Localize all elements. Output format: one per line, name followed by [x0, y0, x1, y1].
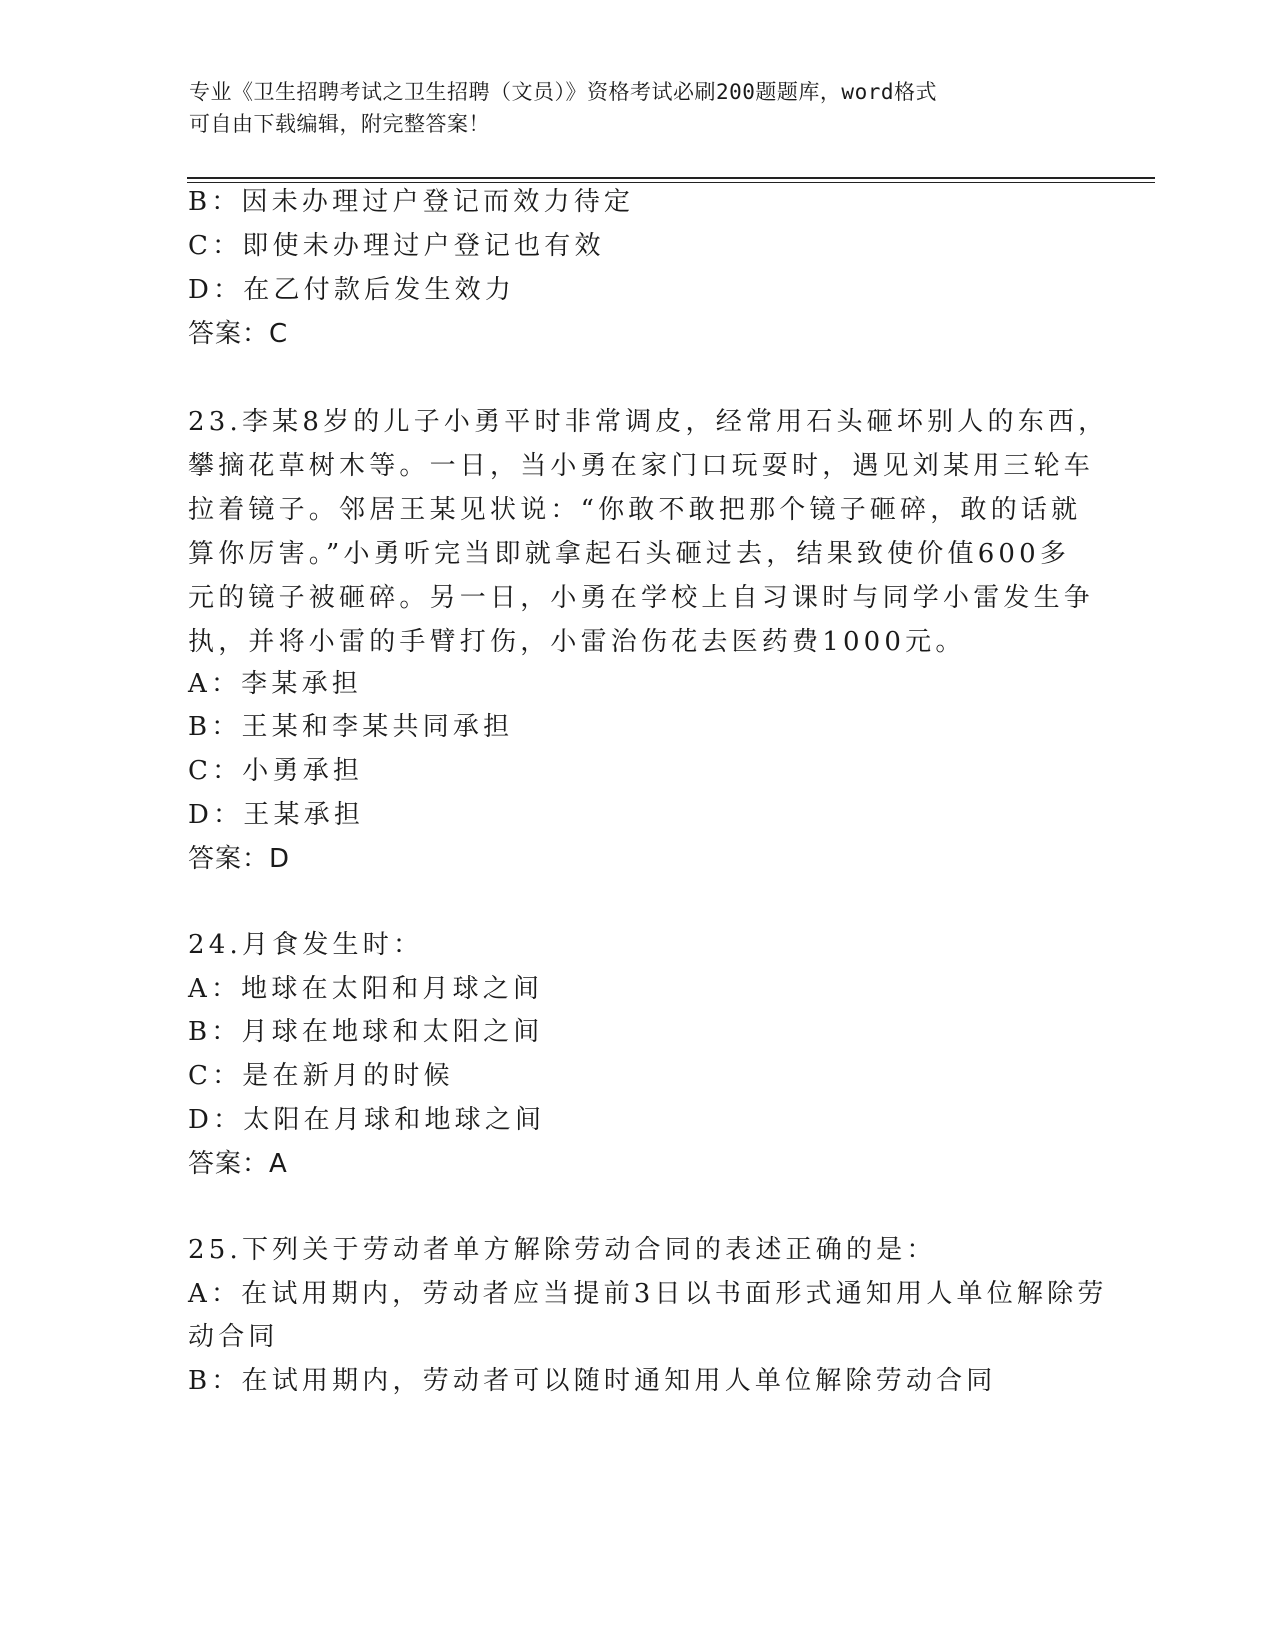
- q23-stem-line-5: 元的镜子被砸碎。另一日，小勇在学校上自习课时与同学小雷发生争: [188, 583, 1095, 613]
- q25-option-a-line-1: A：在试用期内，劳动者应当提前3日以书面形式通知用人单位解除劳: [188, 1279, 1108, 1309]
- q24-stem: 24.月食发生时：: [188, 930, 424, 960]
- q22-answer: 答案：C: [188, 319, 289, 349]
- header-title-line-1: 专业《卫生招聘考试之卫生招聘（文员）》资格考试必刷200题题库，word格式: [189, 80, 937, 104]
- q22-option-c: C：即使未办理过户登记也有效: [188, 231, 605, 261]
- header-divider-thick: [187, 177, 1155, 179]
- q23-option-b: B：王某和李某共同承担: [188, 712, 514, 742]
- q23-stem-line-1: 23.李某8岁的儿子小勇平时非常调皮，经常用石头砸坏别人的东西，: [188, 407, 1109, 437]
- q25-option-a-line-2: 动合同: [188, 1322, 279, 1352]
- q22-option-b: B：因未办理过户登记而效力待定: [188, 187, 635, 217]
- q23-stem-line-6: 执，并将小雷的手臂打伤，小雷治伤花去医药费1000元。: [188, 627, 966, 657]
- q25-option-b: B：在试用期内，劳动者可以随时通知用人单位解除劳动合同: [188, 1366, 997, 1396]
- q23-stem-line-4: 算你厉害。”小勇听完当即就拿起石头砸过去，结果致使价值600多: [188, 539, 1071, 569]
- header-divider-thin: [187, 182, 1155, 183]
- q22-option-d: D：在乙付款后发生效力: [188, 275, 516, 305]
- q23-option-d: D：王某承担: [188, 800, 365, 830]
- q24-option-b: B：月球在地球和太阳之间: [188, 1017, 544, 1047]
- q23-option-c: C：小勇承担: [188, 756, 364, 786]
- q24-answer: 答案：A: [188, 1149, 288, 1179]
- q24-option-c: C：是在新月的时候: [188, 1061, 454, 1091]
- q23-option-a: A：李某承担: [188, 669, 362, 699]
- q23-stem-line-2: 攀摘花草树木等。一日，当小勇在家门口玩耍时，遇见刘某用三轮车: [188, 451, 1095, 481]
- document-header: [189, 76, 1089, 140]
- q24-option-d: D：太阳在月球和地球之间: [188, 1105, 546, 1135]
- q24-option-a: A：地球在太阳和月球之间: [188, 974, 544, 1004]
- q23-stem-line-3: 拉着镜子。邻居王某见状说：“你敢不敢把那个镜子砸碎，敢的话就: [188, 495, 1082, 525]
- header-title-line-2: 可自由下载编辑，附完整答案！: [189, 112, 490, 136]
- q23-answer: 答案：D: [188, 844, 291, 874]
- q25-stem: 25.下列关于劳动者单方解除劳动合同的表述正确的是：: [188, 1235, 937, 1265]
